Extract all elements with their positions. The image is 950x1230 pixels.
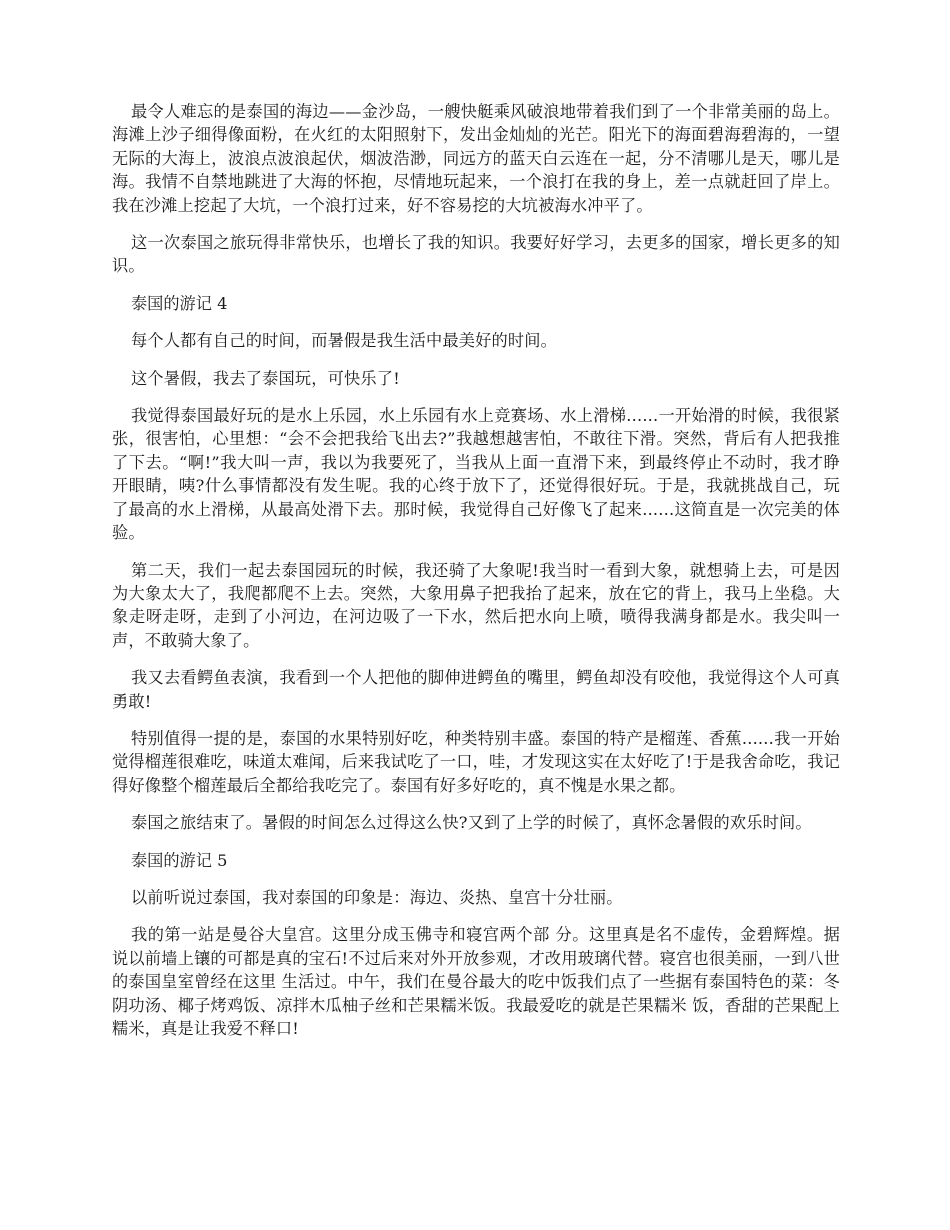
paragraph-trip-ended: 泰国之旅结束了。暑假的时间怎么过得这么快?又到了上学的时候了，真怀念暑假的欢乐时间。 xyxy=(131,813,812,833)
section-heading-travelogue-5: 泰国的游记 5 xyxy=(131,850,228,870)
paragraph-water-park: 我觉得泰国最好玩的是水上乐园，水上乐园有水上竞赛场、水上滑梯......一开始滑的时候，我很紧张，很害怕，心里想：“会不会把我给飞出去?”我越想越害怕，不敢往下滑。突然，背后有人把我推了下去。“啊!”我大叫一声，我以为我要死了，当我从上面一直滑下来，到最终停止不动时，我才睁开眼睛，咦?什么事情都没有发生呢。我的心终于放下了，还觉得很好玩。于是，我就挑战自己，玩了最高的水上滑梯，从最高处滑下去。那时候，我觉得自己好像飞了起来......这简直是一次完美的体验。 xyxy=(112,406,840,543)
paragraph-grand-palace: 我的第一站是曼谷大皇宫。这里分成玉佛寺和寝宫两个部 分。这里真是名不虚传，金碧辉煌。据说以前墙上镶的可都是真的宝石!不过后来对外开放参观，才改用玻璃代替。寝宫也很美丽，一到八世的泰国皇室曾经在这里 生活过。中午，我们在曼谷最大的吃中饭我们点了一些据有泰国特色的菜：冬阴功汤、椰子烤鸡饭、凉拌木瓜柚子丝和芒果糯米饭。我最爱吃的就是芒果糯米 饭，香甜的芒果配上糯米，真是让我爱不释口! xyxy=(112,925,840,1038)
paragraph-elephant-ride: 第二天，我们一起去泰国园玩的时候，我还骑了大象呢!我当时一看到大象，就想骑上去，可是因为大象太大了，我爬都爬不上去。突然，大象用鼻子把我抬了起来，放在它的背上，我马上坐稳。大象走呀走呀，走到了小河边，在河边吸了一下水，然后把水向上喷，喷得我满身都是水。我尖叫一声，不敢骑大象了。 xyxy=(112,560,840,650)
paragraph-summer-time: 每个人都有自己的时间，而暑假是我生活中最美好的时间。 xyxy=(131,331,558,351)
paragraph-fruits: 特别值得一提的是，泰国的水果特别好吃，种类特别丰盛。泰国的特产是榴莲、香蕉......我一开始觉得榴莲很难吃，味道太难闻，后来我试吃了一口，哇，才发现这实在太好吃了!于是我舍命吃，我记得好像整个榴莲最后全都给我吃完了。泰国有好多好吃的，真不愧是水果之都。 xyxy=(112,728,840,795)
document-body xyxy=(112,100,840,1054)
paragraph-went-to-thailand: 这个暑假，我去了泰国玩，可快乐了! xyxy=(131,368,400,388)
paragraph-golden-sand-island: 最令人难忘的是泰国的海边——金沙岛，一艘快艇乘风破浪地带着我们到了一个非常美丽的岛上。海滩上沙子细得像面粉，在火红的太阳照射下，发出金灿灿的光芒。阳光下的海面碧海碧海的，一望无际的大海上，波浪点波浪起伏，烟波浩渺，同远方的蓝天白云连在一起，分不清哪儿是天，哪儿是海。我情不自禁地跳进了大海的怀抱，尽情地玩起来，一个浪打在我的身上，差一点就赶回了岸上。我在沙滩上挖起了大坑，一个浪打过来，好不容易挖的大坑被海水冲平了。 xyxy=(112,102,840,215)
paragraph-crocodile-show: 我又去看鳄鱼表演，我看到一个人把他的脚伸进鳄鱼的嘴里，鳄鱼却没有咬他，我觉得这个人可真勇敢! xyxy=(112,668,840,711)
paragraph-trip-summary: 这一次泰国之旅玩得非常快乐，也增长了我的知识。我要好好学习，去更多的国家，增长更多的知识。 xyxy=(112,233,840,276)
section-heading-travelogue-4: 泰国的游记 4 xyxy=(131,293,228,313)
paragraph-impression: 以前听说过泰国，我对泰国的印象是：海边、炎热、皇宫十分壮丽。 xyxy=(131,887,623,907)
